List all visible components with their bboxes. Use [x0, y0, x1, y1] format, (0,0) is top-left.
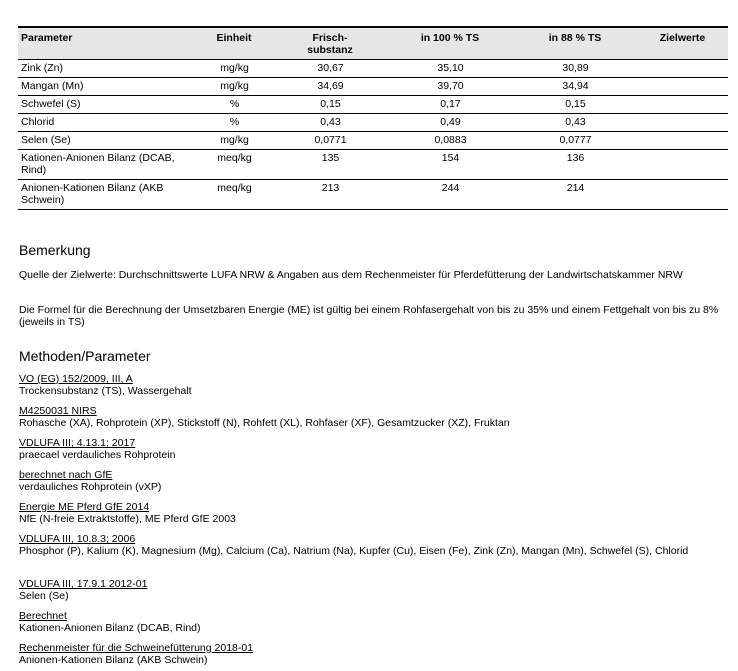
- cell-ziel: [637, 114, 728, 132]
- cell-ts100: 35,10: [387, 60, 513, 78]
- cell-fs: 34,69: [273, 78, 387, 96]
- cell-unit: meq/kg: [195, 180, 273, 210]
- cell-ts100: 244: [387, 180, 513, 210]
- header-unit: Einheit: [195, 28, 273, 60]
- cell-param: Anionen-Kationen Bilanz (AKB Schwein): [18, 180, 195, 210]
- method-item: [19, 501, 724, 525]
- cell-param: Mangan (Mn): [18, 78, 195, 96]
- header-ts100: in 100 % TS: [387, 28, 513, 60]
- cell-ziel: [637, 78, 728, 96]
- results-table-wrap: [18, 26, 728, 210]
- method-item: [19, 405, 724, 429]
- table-row: [18, 114, 728, 132]
- table-row: [18, 78, 728, 96]
- method-reference: Energie ME Pferd GfE 2014: [19, 501, 150, 513]
- method-reference: Rechenmeister für die Schweinefütterung 2018-01: [19, 642, 254, 654]
- header-fs-line1: Frisch-: [312, 32, 348, 44]
- method-reference: VDLUFA III; 4.13.1; 2017: [19, 437, 136, 449]
- cell-ts88: 0,0777: [513, 132, 637, 150]
- method-description: NfE (N-freie Extraktstoffe), ME Pferd GfE 2003: [19, 513, 236, 525]
- table-row: [18, 96, 728, 114]
- cell-ziel: [637, 96, 728, 114]
- header-frischsubstanz: [273, 28, 387, 60]
- table-header-row: [18, 28, 728, 60]
- method-description: Phosphor (P), Kalium (K), Magnesium (Mg), Calcium (Ca), Natrium (Na), Kupfer (Cu), Eisen (Fe), Zink (Zn), Mangan (Mn), Schwefel (S), Chlorid: [19, 545, 689, 557]
- cell-ts100: 0,49: [387, 114, 513, 132]
- header-fs-line2: substanz: [307, 44, 353, 56]
- cell-ts88: 0,43: [513, 114, 637, 132]
- cell-ziel: [637, 150, 728, 180]
- cell-param: Selen (Se): [18, 132, 195, 150]
- bemerkung-formula-note: Die Formel für die Berechnung der Umsetzbaren Energie (ME) ist gültig bei einem Rohfasergehalt von bis zu 35% und einem Fettgehalt von bis zu 8% (jeweils in TS): [19, 304, 719, 328]
- method-item: [19, 578, 724, 602]
- method-item: [19, 610, 724, 634]
- bemerkung-source-note: Quelle der Zielwerte: Durchschnittswerte LUFA NRW & Angaben aus dem Rechenmeister für Pferdefütterung der Landwirtschatskammer NRW: [19, 269, 683, 281]
- cell-ts88: 0,15: [513, 96, 637, 114]
- table-row: [18, 180, 728, 210]
- cell-param: Schwefel (S): [18, 96, 195, 114]
- method-reference: VDLUFA III, 17.9.1 2012-01: [19, 578, 148, 590]
- header-parameter: Parameter: [18, 28, 195, 60]
- table-row: [18, 150, 728, 180]
- cell-ts100: 0,17: [387, 96, 513, 114]
- method-item: [19, 437, 724, 461]
- table-row: [18, 132, 728, 150]
- method-reference: berechnet nach GfE: [19, 469, 113, 481]
- cell-unit: meq/kg: [195, 150, 273, 180]
- header-zielwerte: Zielwerte: [637, 28, 728, 60]
- cell-fs: 0,0771: [273, 132, 387, 150]
- cell-unit: mg/kg: [195, 132, 273, 150]
- cell-unit: %: [195, 114, 273, 132]
- cell-ziel: [637, 180, 728, 210]
- method-item: [19, 373, 724, 397]
- method-reference: Berechnet: [19, 610, 67, 622]
- cell-ts100: 39,70: [387, 78, 513, 96]
- header-ts88: in 88 % TS: [513, 28, 637, 60]
- method-description: Trockensubstanz (TS), Wassergehalt: [19, 385, 192, 397]
- cell-unit: mg/kg: [195, 78, 273, 96]
- results-table: [18, 26, 728, 210]
- method-description: Kationen-Anionen Bilanz (DCAB, Rind): [19, 622, 201, 634]
- method-description: Rohasche (XA), Rohprotein (XP), Stickstoff (N), Rohfett (XL), Rohfaser (XF), Gesamtzucker (XZ), Fruktan: [19, 417, 510, 429]
- method-item: [19, 533, 724, 557]
- cell-fs: 213: [273, 180, 387, 210]
- table-row: [18, 60, 728, 78]
- method-description: Anionen-Kationen Bilanz (AKB Schwein): [19, 654, 208, 666]
- cell-ts88: 30,89: [513, 60, 637, 78]
- cell-fs: 0,43: [273, 114, 387, 132]
- cell-unit: %: [195, 96, 273, 114]
- cell-fs: 0,15: [273, 96, 387, 114]
- cell-ts100: 154: [387, 150, 513, 180]
- method-description: praecael verdauliches Rohprotein: [19, 449, 176, 461]
- method-reference: M4250031 NIRS: [19, 405, 97, 417]
- cell-param: Chlorid: [18, 114, 195, 132]
- cell-ts100: 0,0883: [387, 132, 513, 150]
- cell-param: Zink (Zn): [18, 60, 195, 78]
- cell-ts88: 34,94: [513, 78, 637, 96]
- cell-param: Kationen-Anionen Bilanz (DCAB, Rind): [18, 150, 195, 180]
- method-item: [19, 642, 724, 666]
- cell-ts88: 136: [513, 150, 637, 180]
- method-item: [19, 469, 724, 493]
- cell-ziel: [637, 132, 728, 150]
- cell-ts88: 214: [513, 180, 637, 210]
- bemerkung-title: Bemerkung: [19, 242, 91, 258]
- cell-fs: 135: [273, 150, 387, 180]
- methoden-title: Methoden/Parameter: [19, 348, 151, 364]
- cell-fs: 30,67: [273, 60, 387, 78]
- method-description: Selen (Se): [19, 590, 69, 602]
- method-reference: VO (EG) 152/2009, III, A: [19, 373, 133, 385]
- cell-ziel: [637, 60, 728, 78]
- cell-unit: mg/kg: [195, 60, 273, 78]
- method-description: verdauliches Rohprotein (vXP): [19, 481, 162, 493]
- method-reference: VDLUFA III, 10.8.3; 2006: [19, 533, 136, 545]
